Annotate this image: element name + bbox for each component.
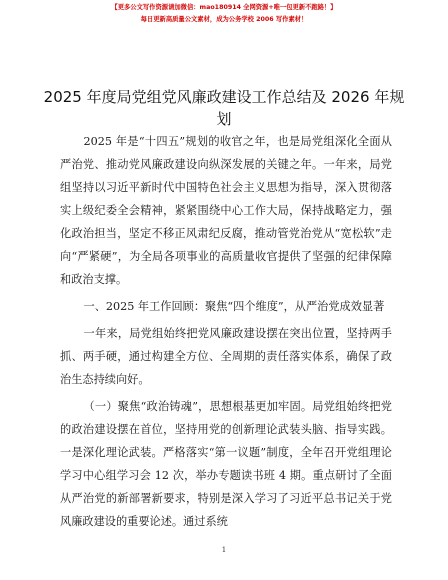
- paragraph-intro: 2025 年是“十四五”规划的收官之年，也是局党组深化全面从严治党、推动党风廉政建设向纵深发展的关键之年。一年来，局党组坚持以习近平新时代中国特色社会主义思想为指导，深入贯彻落实上级纪委全会精神，紧紧围绕中心工作大局，保持战略定力，强化政治担当，坚定不移正风肃纪反腐，推动管党治党从“宽松软”走向“严紧硬”，为全局各项事业的高质量收官提供了坚强的纪律保障和政治支撑。: [60, 135, 392, 286]
- document-body: [60, 130, 392, 533]
- paragraph-overview: 一年来，局党组始终把党风廉政建设摆在突出位置，坚持两手抓、两手硬，通过构建全方位、全周期的责任落实体系，确保了政治生态持续向好。: [60, 327, 392, 386]
- promo-banner-line-2: 每日更新高质量公文素材，成为公务学校 2006 写作素材！: [140, 16, 308, 23]
- promo-banner: [0, 2, 448, 25]
- section-heading: 一、2025 年工作回顾：聚焦“四个维度”，从严治党成效显著: [83, 300, 385, 313]
- page-number: 1: [221, 546, 227, 554]
- document-title: 2025 年度局党组党风廉政建设工作总结及 2026 年规划: [43, 88, 405, 128]
- paragraph-subsection-1: （一）聚焦“政治铸魂”，思想根基更加牢固。局党组始终把党的政治建设摆在首位，坚持用党的创新理论武装头脑、指导实践。一是深化理论武装。严格落实“第一议题”制度，全年召开党组理论学习中心组学习会 12 次，举办专题读书班 4 期。重点研讨了全面从严治党的新部署新要求，特别是深入学习了习近平总书记关于党风廉政建设的重要论述。通过系统: [60, 400, 392, 528]
- promo-banner-line-1: 【更多公文写作资源请加微信：mao180914 全网资源+唯一包更新不跑路！】: [111, 4, 337, 11]
